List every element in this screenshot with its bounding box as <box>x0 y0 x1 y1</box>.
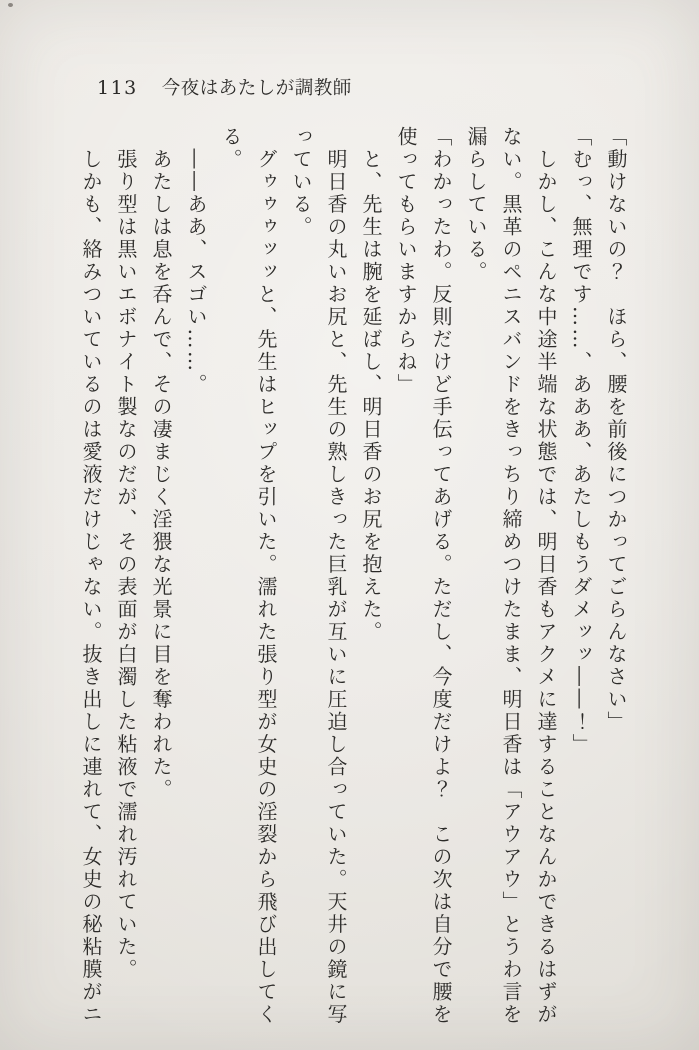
text-column: しかも、絡みついているのは愛液だけじゃない。抜き出しに連れて、女史の秘粘膜がニ <box>79 126 103 1026</box>
page-header <box>97 74 352 100</box>
text-column: あたしは息を呑んで、その凄まじく淫猥な光景に目を奪われた。 <box>149 126 173 801</box>
scan-speck <box>8 3 13 7</box>
text-column: 「わかったわ。反則だけど手伝ってあげる。ただし、今度だけよ？ この次は自分で腰を <box>429 126 453 1026</box>
text-column: 張り型は黒いエボナイト製なのだが、その表面が白濁した粘液で濡れ汚れていた。 <box>114 126 138 981</box>
text-column: る。 <box>219 126 243 171</box>
text-column: 明日香の丸いお尻と、先生の熟しきった巨乳が互いに圧迫し合っていた。天井の鏡に写 <box>324 126 348 1026</box>
text-column: グゥゥゥッッと、先生はヒップを引いた。濡れた張り型が女史の淫裂から飛び出してく <box>254 126 278 1026</box>
text-column: 「むっ、無理です……、あああ、あたしもうダメッッ――！」 <box>569 126 593 756</box>
text-column: っている。 <box>289 126 313 239</box>
text-column: 漏らしている。 <box>464 126 488 284</box>
text-body <box>73 126 633 1028</box>
text-column: ない。黒革のペニスバンドをきっちり締めつけたまま、明日香は「アウアウ」とうわ言を <box>499 126 523 1026</box>
chapter-title: 今夜はあたしが調教師 <box>161 78 352 99</box>
text-column: ――ああ、スゴい……。 <box>184 126 208 396</box>
text-column: と、先生は腕を延ばし、明日香のお尻を抱えた。 <box>359 126 383 644</box>
text-column: 「動けないの？ ほら、腰を前後につかってごらんなさい」 <box>604 126 628 734</box>
page-number: 113 <box>97 77 138 99</box>
text-column: 使ってもらいますからね」 <box>394 126 418 396</box>
text-column: しかし、こんな中途半端な状態では、明日香もアクメに達することなんかできるはずが <box>534 126 558 1026</box>
